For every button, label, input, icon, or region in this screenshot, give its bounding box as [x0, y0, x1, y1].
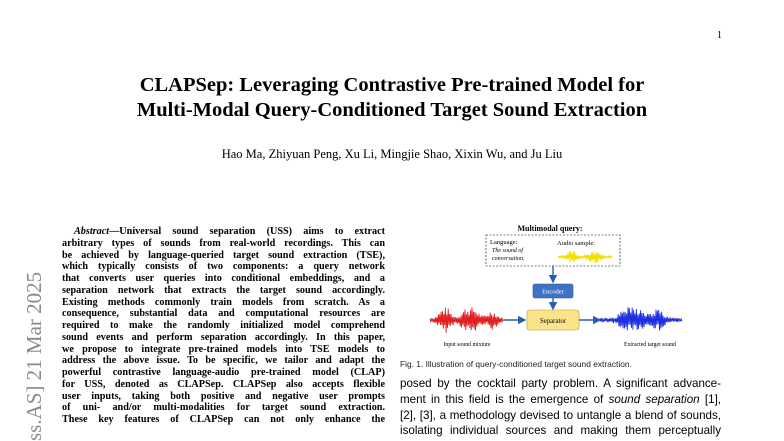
abstract-line: consequence, substantial data and computational resources are: [62, 308, 385, 320]
encoder-label: Encoder: [542, 288, 564, 296]
figure-heading: Multimodal query:: [517, 224, 583, 233]
language-example-line-2: conversation.: [492, 256, 525, 262]
abstract-line: be achieved by language-queried target sound extraction (TSE),: [62, 249, 385, 261]
paper-title: [40, 73, 744, 123]
abstract-line: address the above issue. To be specific, we tailor and adapt the: [62, 355, 385, 367]
abstract-line: Abstract—Universal sound separation (USS) aims to extract: [74, 226, 385, 237]
page-number: 1: [717, 30, 722, 41]
abstract: [62, 226, 385, 426]
extracted-sound-label: Extracted target sound: [623, 342, 677, 348]
abstract-line: sound events and perform separation accordingly. In this paper,: [62, 331, 385, 343]
arxiv-side-stamp: ss.AS] 21 Mar 2025: [22, 271, 46, 441]
abstract-line: arbitrary types of sounds from real-world recordings. This can: [62, 237, 385, 249]
body-line: [2], [3], a methodology devised to untangle a blend of sounds,: [400, 408, 721, 422]
figure-1-diagram: [400, 220, 720, 360]
abstract-line: These key features of CLAPSep can not only enhance the: [62, 414, 385, 425]
input-mixture-label: Input sound mixture: [443, 342, 491, 348]
extracted-sound-waveform: [600, 307, 682, 330]
abstract-line: for USS, denoted as CLAPSep. CLAPSep also accepts flexible: [62, 378, 385, 390]
abstract-line: separation network that extracts the target sound accordingly.: [62, 284, 385, 296]
language-example-line-1: The sound of: [492, 248, 524, 254]
abstract-line: Existing methods commonly train models from scratch. As a: [62, 296, 385, 308]
abstract-line: that converts user queries into conditional embeddings, and a: [62, 273, 385, 284]
abstract-line: required to make the randomly initialized model comprehend: [62, 320, 385, 331]
separator-label: Separator: [539, 318, 567, 325]
abstract-label: Abstract: [74, 226, 110, 237]
abstract-line: powerful contrastive language-audio pre-trained model (CLAP): [62, 367, 385, 378]
abstract-line: user inputs, taking both positive and negative user prompts: [62, 390, 385, 402]
title-line-1: CLAPSep: Leveraging Contrastive Pre-trained Model for: [139, 74, 645, 96]
abstract-line: which typically consists of two components: a query network: [62, 261, 385, 273]
abstract-line: of uni- and/or multi-modalities for target sound extraction.: [62, 402, 385, 414]
body-line: isolating individual sources and making them perceptually: [400, 424, 721, 438]
language-label: Language:: [490, 239, 518, 246]
audio-sample-label: Audio sample:: [557, 240, 596, 247]
body-paragraph: [400, 376, 721, 439]
author-list: Hao Ma, Zhiyuan Peng, Xu Li, Mingjie Shao, Xixin Wu, and Ju Liu: [221, 147, 563, 161]
body-line: posed by the cocktail party problem. A significant advance-: [400, 377, 721, 390]
audio-sample-waveform: [558, 251, 612, 263]
input-mixture-waveform: [430, 307, 504, 332]
body-line: ment in this field is the emergence of sound separation [1],: [400, 392, 721, 406]
figure-caption: Fig. 1. Illustration of query-conditioned target sound extraction.: [400, 359, 632, 369]
abstract-line: we propose to integrate pre-trained models into TSE models to: [62, 343, 385, 355]
title-line-2: Multi-Modal Query-Conditioned Target Sound Extraction: [136, 99, 648, 121]
emphasis-sound-separation: sound separation: [608, 392, 700, 406]
